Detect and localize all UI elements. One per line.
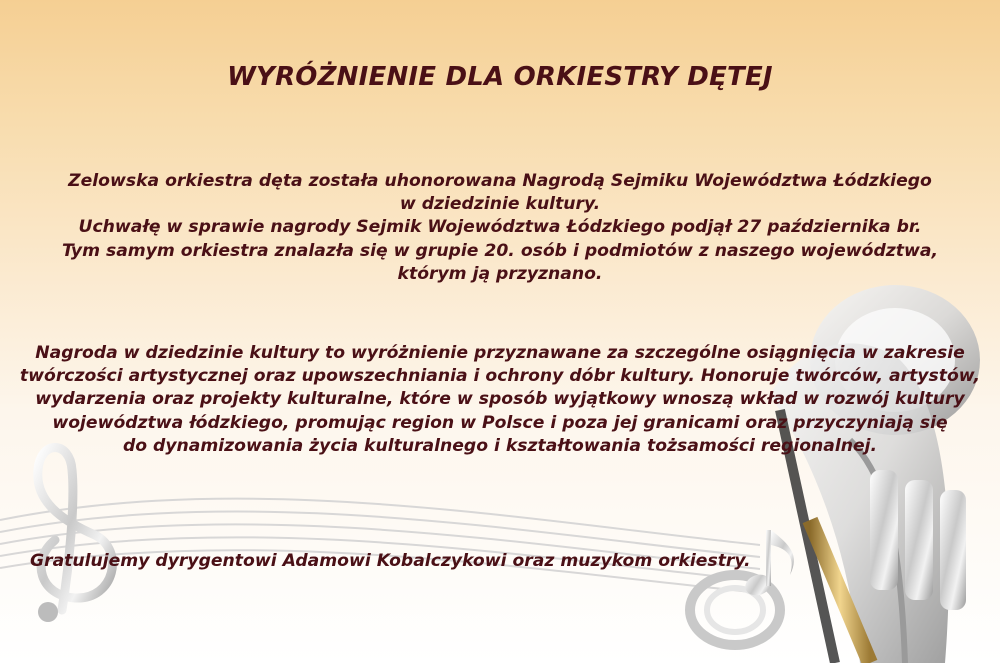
paragraph-award-description bbox=[0, 342, 1000, 458]
text-line: w dziedzinie kultury. bbox=[399, 194, 601, 215]
text-line: województwa łódzkiego, promując region w Polsce i poza jej granicami oraz przyczyniają się bbox=[52, 412, 948, 433]
page-title: WYRÓŻNIENIE DLA ORKIESTRY DĘTEJ bbox=[227, 62, 773, 92]
text-line: którym ją przyznano. bbox=[397, 263, 603, 284]
text-line: Tym samym orkiestra znalazła się w grupie 20. osób i podmiotów z naszego województwa, bbox=[61, 240, 938, 261]
paragraph-award-announcement bbox=[0, 170, 1000, 286]
text-line: Zelowska orkiestra dęta została uhonorowana Nagrodą Sejmiku Województwa Łódzkiego bbox=[68, 171, 932, 191]
text-line: wydarzenia oraz projekty kulturalne, które w sposób wyjątkowy wnoszą wkład w rozwój kultury bbox=[35, 389, 965, 410]
text-line: Uchwałę w sprawie nagrody Sejmik Województwa Łódzkiego podjął 27 października br. bbox=[78, 217, 922, 238]
text-line: do dynamizowania życia kulturalnego i kształtowania tożsamości regionalnej. bbox=[122, 435, 878, 456]
text-line: twórczości artystycznej oraz upowszechniania i ochrony dóbr kultury. Honoruje twórców, artystów, bbox=[19, 366, 981, 387]
congratulations-text: Gratulujemy dyrygentowi Adamowi Kobalczykowi oraz muzykom orkiestry. bbox=[30, 551, 751, 571]
text-line: Nagroda w dziedzinie kultury to wyróżnienie przyznawane za szczególne osiągnięcia w zakresie bbox=[35, 343, 965, 363]
treble-clef-icon bbox=[38, 448, 113, 623]
